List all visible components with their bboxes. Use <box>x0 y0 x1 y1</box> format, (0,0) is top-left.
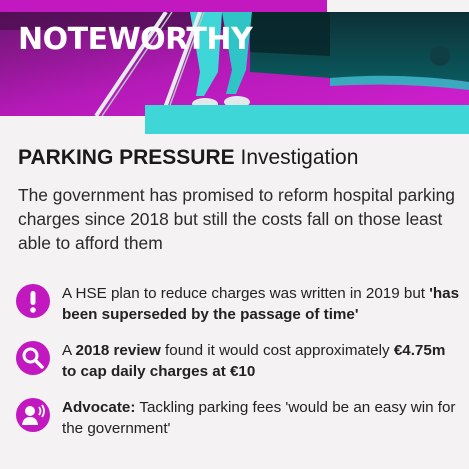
point-text: A <box>62 342 76 359</box>
magnifier-icon <box>16 341 50 375</box>
point-text: found it would cost approximately <box>160 342 394 359</box>
point-emphasis: €4.75m to cap daily charges at €10 <box>62 342 446 380</box>
exclamation-icon <box>16 284 50 318</box>
accent-bar-teal <box>145 105 469 134</box>
key-point-text <box>62 283 462 325</box>
key-point-text <box>62 397 462 439</box>
title-bold: PARKING PRESSURE <box>18 146 235 169</box>
speaker-icon <box>16 398 50 432</box>
point-emphasis: Advocate: <box>62 399 136 416</box>
point-text: A HSE plan to reduce charges was written in 2019 but <box>62 285 430 302</box>
point-emphasis: 2018 review <box>75 342 161 359</box>
point-text: Tackling parking fees 'would be an easy win for the government' <box>62 399 456 437</box>
header-banner <box>0 0 469 134</box>
intro-paragraph: The government has promised to reform hospital parking charges since 2018 but still the costs fall on those least able to afford them <box>18 185 455 253</box>
key-points <box>16 283 460 454</box>
key-point <box>16 397 456 454</box>
title-rest: Investigation <box>234 146 359 169</box>
point-emphasis: 'has been superseded by the passage of time' <box>62 285 460 323</box>
key-point <box>16 283 460 340</box>
key-point-text <box>62 340 462 382</box>
section-label: NOTEWORTHY <box>18 22 253 57</box>
key-point <box>16 340 456 397</box>
page-title <box>18 146 358 170</box>
